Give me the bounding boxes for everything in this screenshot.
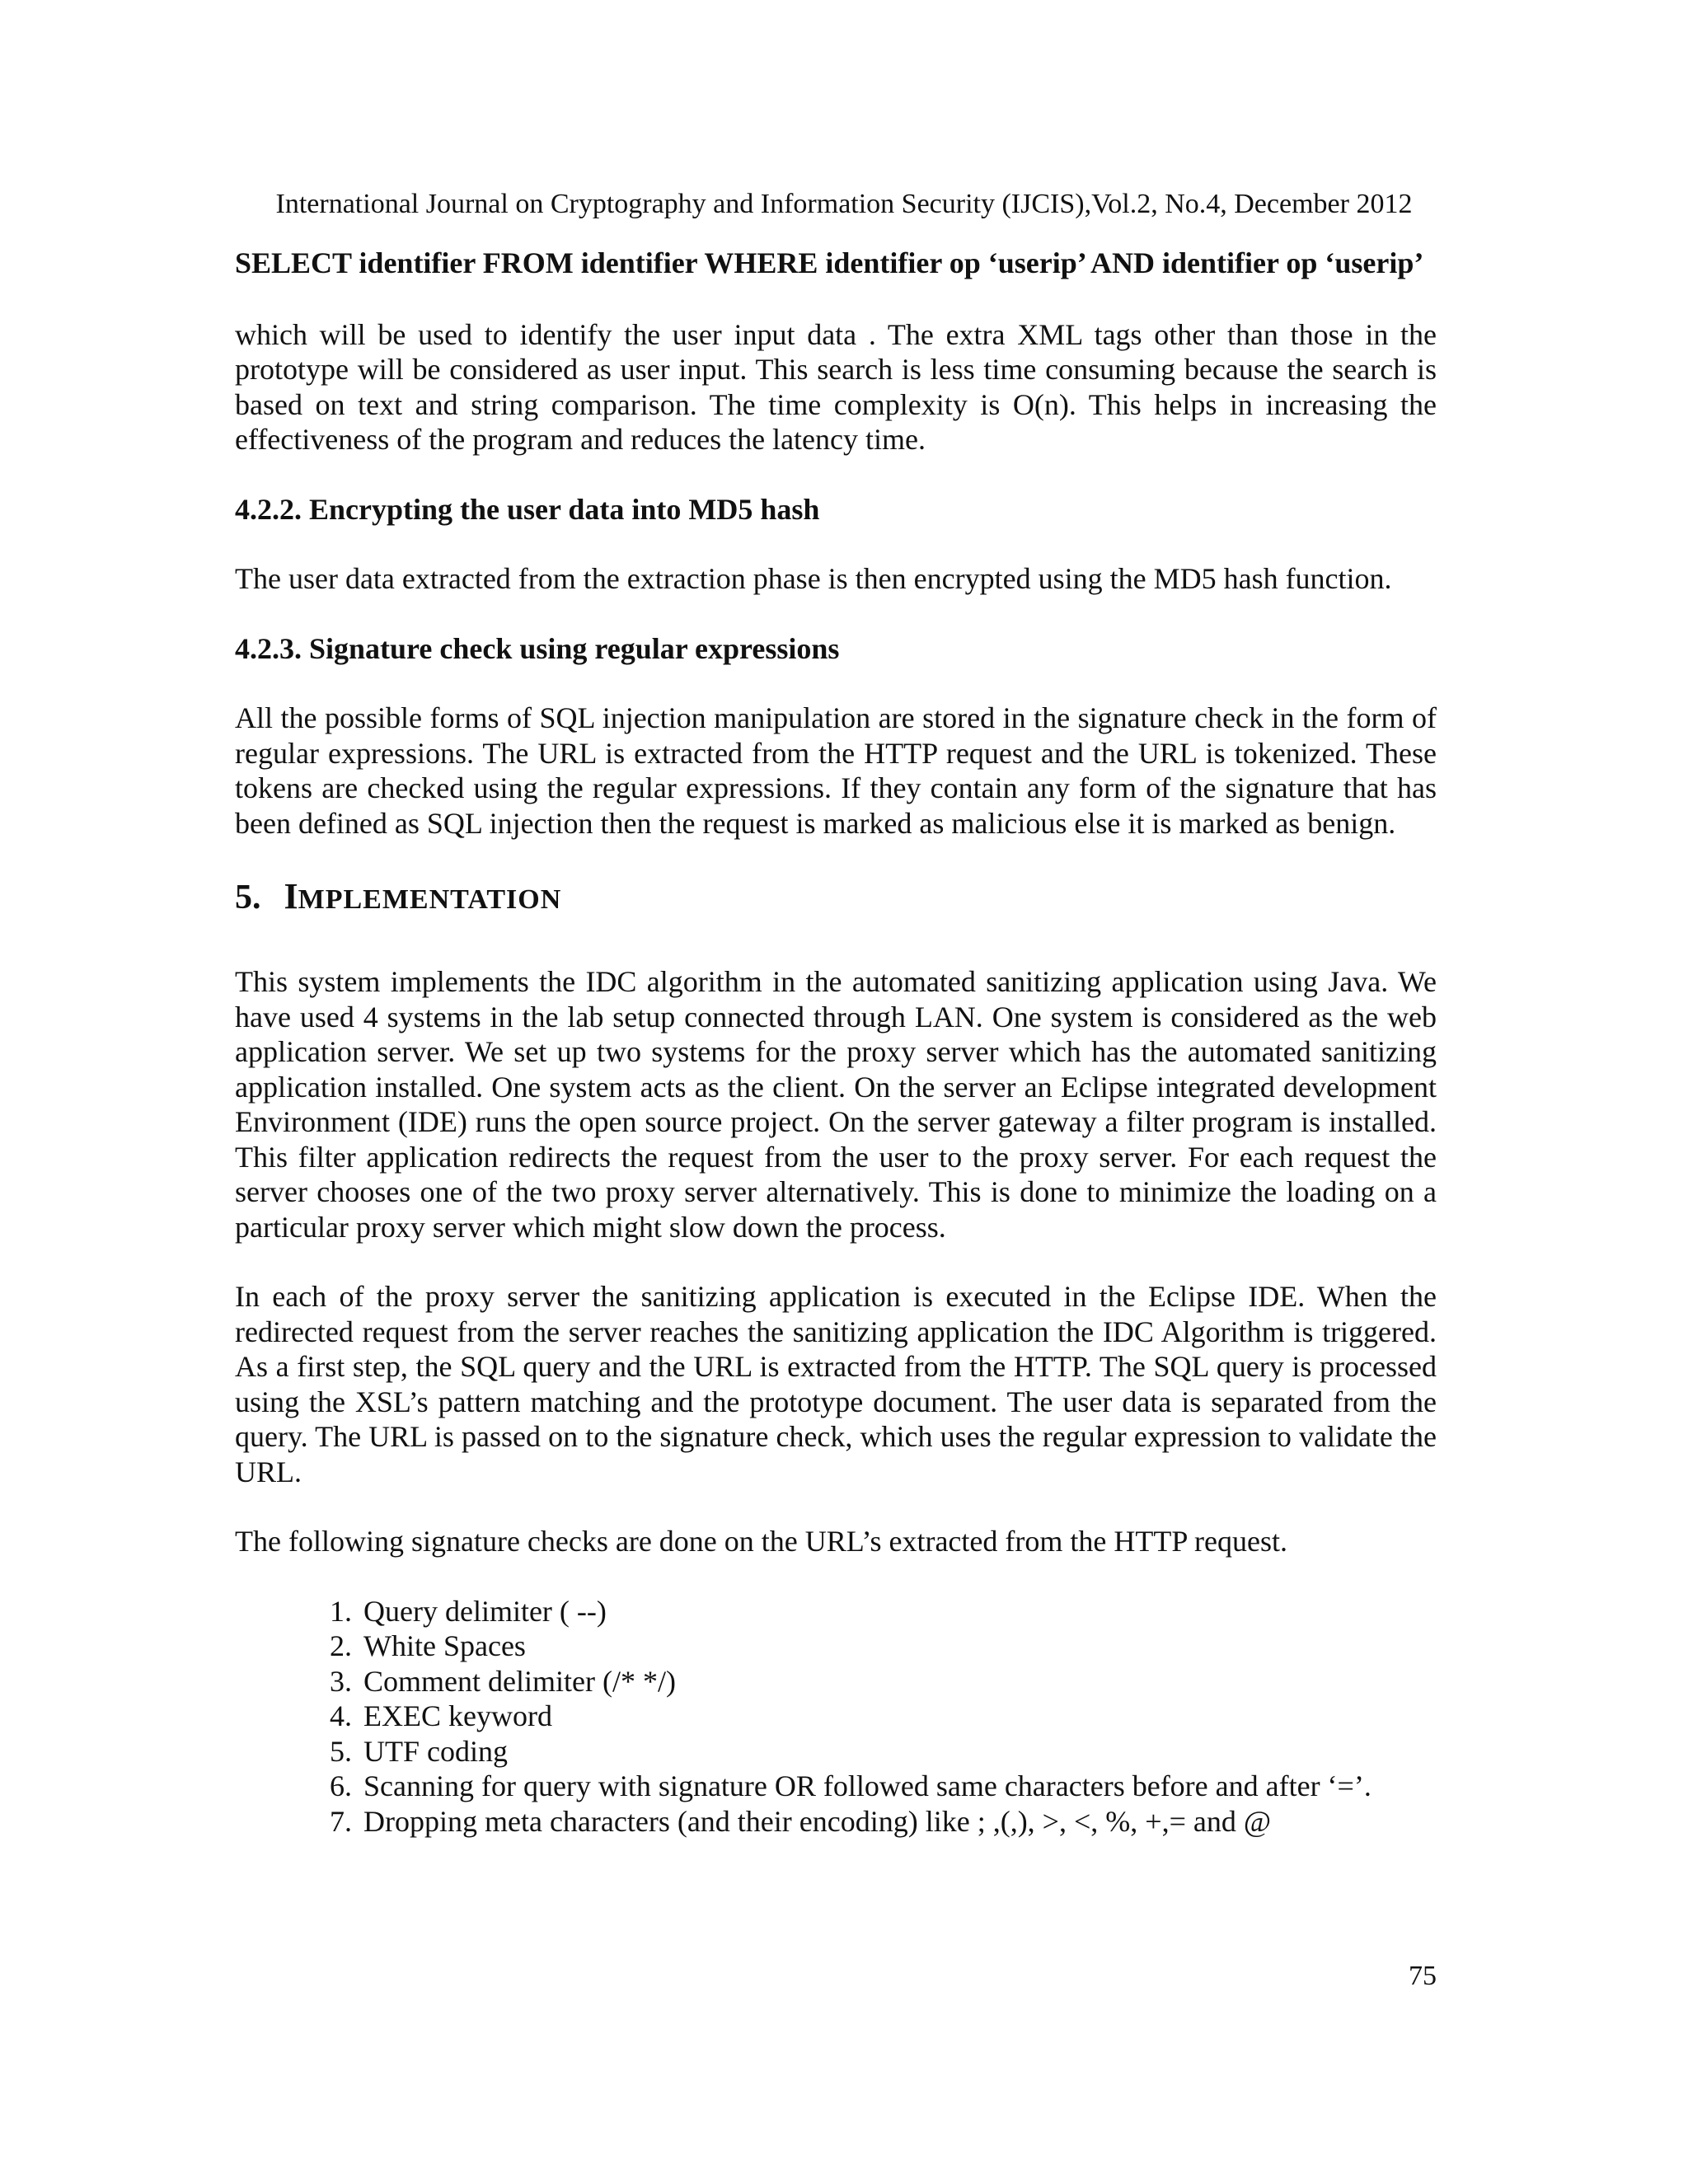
running-header: International Journal on Cryptography and Information Security (IJCIS),Vol.2, No.4, December 2012 [275,189,1413,219]
list-item: 2. White Spaces [330,1629,526,1662]
list-item: 7. Dropping meta characters (and their encoding) like ; ,(,), >, <, %, +,= and @ [330,1804,1272,1838]
paragraph-md5-encryption: The user data extracted from the extraction phase is then encrypted using the MD5 hash function. [235,562,1392,595]
paragraph-signature-list-intro: The following signature checks are done on the URL’s extracted from the HTTP request. [235,1525,1287,1558]
paragraph-signature-check: All the possible forms of SQL injection manipulation are stored in the signature check in the form of regular expressions. The URL is extracted from the HTTP request and the URL is tokenized. These tokens are checked using the regular expressions. If they contain any form of the signature that has been defined as SQL injection then the request is marked as malicious else it is marked as benign. [235,701,1437,840]
list-item: 3. Comment delimiter (/* */) [330,1664,676,1698]
list-item: 1. Query delimiter ( --) [330,1594,607,1628]
section-title-initial: I [284,876,298,916]
signature-check-list [235,1594,1437,1840]
paragraph-extraction-summary: which will be used to identify the user input data . The extra XML tags other than those in the prototype will be considered as user input. This search is less time consuming because the search is based on text and string comparison. The time complexity is O(n). This helps in increasing the effectiveness of the program and reduces the latency time. [235,317,1437,456]
sql-query-template: SELECT identifier FROM identifier WHERE identifier op ‘userip’ AND identifier op ‘userip’ [235,246,1424,279]
page-number: 75 [1409,1961,1437,1991]
paragraph-implementation-setup: This system implements the IDC algorithm in the automated sanitizing application using Java. We have used 4 systems in the lab setup connected through LAN. One system is considered as the web application server. We set up two systems for the proxy server which has the automated sanitizing application installed. One system acts as the client. On the server an Eclipse integrated development Environment (IDE) runs the open source project. On the server gateway a filter program is installed. This filter application redirects the request from the user to the proxy server. For each request the server chooses one of the two proxy server alternatively. This is done to minimize the loading on a particular proxy server which might slow down the process. [235,965,1437,1244]
page-body [235,246,1437,1839]
list-item: 4. EXEC keyword [330,1699,552,1732]
section-title-rest: MPLEMENTATION [298,884,562,915]
heading-4-2-2: 4.2.2. Encrypting the user data into MD5 hash [235,492,820,526]
heading-section-5 [235,875,1437,921]
heading-4-2-3: 4.2.3. Signature check using regular expressions [235,631,840,665]
paragraph-implementation-process: In each of the proxy server the sanitizing application is executed in the Eclipse IDE. When the redirected request from the server reaches the sanitizing application the IDC Algorithm is triggered. As a first step, the SQL query and the URL is extracted from the HTTP. The SQL query is processed using the XSL’s pattern matching and the prototype document. The user data is separated from the query. The URL is passed on to the signature check, which uses the regular expression to validate the URL. [235,1280,1437,1488]
list-item: 6. Scanning for query with signature OR followed same characters before and after ‘=’. [330,1769,1372,1802]
section-number: 5. [235,879,261,916]
list-item: 5. UTF coding [330,1734,508,1768]
